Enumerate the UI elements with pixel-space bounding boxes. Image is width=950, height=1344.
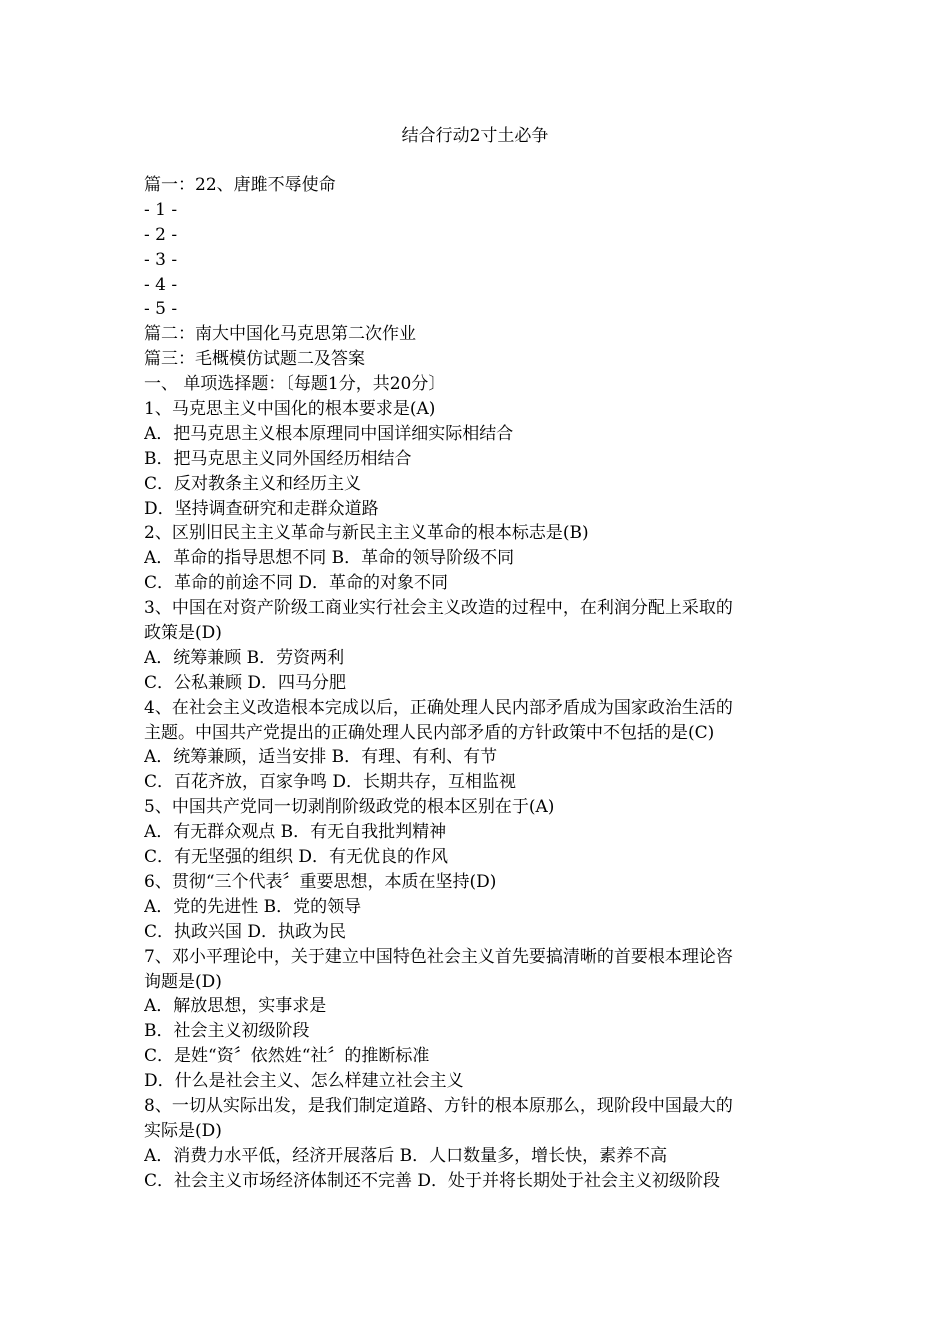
text-line: - 3 - [144, 249, 178, 270]
option-line: A．统筹兼顾 B．劳资两利 [144, 647, 345, 668]
option-line: C．公私兼顾 D．四马分肥 [144, 672, 347, 693]
option-line: A．党的先进性 B．党的领导 [144, 896, 362, 917]
document-title: 结合行动2寸土必争 [401, 126, 549, 146]
text-line: 篇一：22、唐雎不辱使命 [144, 175, 336, 195]
option-line: C．社会主义市场经济体制还不完善 D．处于并将长期处于社会主义初级阶段 [144, 1170, 721, 1191]
question-line: 3、中国在对资产阶级工商业实行社会主义改造的过程中，在利润分配上采取的 [144, 598, 733, 619]
option-line: C．是姓“资〞依然姓“社〞的推断标准 [144, 1046, 430, 1067]
question-line: 主题。中国共产党提出的正确处理人民内部矛盾的方针政策中不包括的是(C) [144, 722, 715, 743]
option-line: B．社会主义初级阶段 [144, 1021, 310, 1042]
text-line: - 1 - [144, 199, 178, 220]
option-line: C．有无坚强的组织 D．有无优良的作风 [144, 847, 449, 868]
option-line: A．有无群众观点 B．有无自我批判精神 [144, 822, 447, 843]
question-line: 6、贯彻“三个代表〞重要思想，本质在坚持(D) [144, 871, 497, 892]
section-heading: 一、 单项选择题：〔每题1分，共20分〕 [144, 374, 446, 395]
question-line: 政策是(D) [144, 623, 222, 644]
text-line: - 5 - [144, 299, 178, 320]
text-line: - 2 - [144, 224, 178, 245]
text-line: 篇二：南大中国化马克思第二次作业 [144, 324, 416, 345]
question-line: 1、马克思主义中国化的根本要求是(A) [144, 399, 436, 420]
text-line: - 4 - [144, 274, 178, 295]
option-line: D．坚持调查研究和走群众道路 [144, 498, 379, 519]
option-line: A．统筹兼顾，适当安排 B．有理、有利、有节 [144, 747, 498, 768]
question-line: 4、在社会主义改造根本完成以后，正确处理人民内部矛盾成为国家政治生活的 [144, 697, 733, 718]
option-line: C．百花齐放，百家争鸣 D．长期共存，互相监视 [144, 772, 517, 793]
option-line: B．把马克思主义同外国经历相结合 [144, 448, 412, 469]
option-line: A．把马克思主义根本原理同中国详细实际相结合 [144, 423, 514, 444]
question-line: 8、一切从实际出发，是我们制定道路、方针的根本原那么，现阶段中国最大的 [144, 1095, 733, 1116]
text-line: 篇三：毛概模仿试题二及答案 [144, 349, 365, 370]
question-line: 实际是(D) [144, 1120, 222, 1141]
question-line: 询题是(D) [144, 971, 222, 992]
option-line: C．执政兴国 D．执政为民 [144, 921, 347, 942]
question-line: 5、中国共产党同一切剥削阶级政党的根本区别在于(A) [144, 797, 555, 818]
option-line: A．消费力水平低，经济开展落后 B．人口数量多，增长快，素养不高 [144, 1145, 668, 1166]
option-line: C．反对教条主义和经历主义 [144, 473, 362, 494]
question-line: 2、区别旧民主主义革命与新民主主义革命的根本标志是(B) [144, 523, 589, 544]
document-body [144, 173, 808, 1194]
option-line: A．革命的指导思想不同 B．革命的领导阶级不同 [144, 548, 515, 569]
question-line: 7、邓小平理论中，关于建立中国特色社会主义首先要搞清晰的首要根本理论咨 [144, 946, 733, 967]
option-line: D．什么是社会主义、怎么样建立社会主义 [144, 1071, 464, 1092]
option-line: C．革命的前途不同 D．革命的对象不同 [144, 573, 449, 594]
option-line: A．解放思想，实事求是 [144, 996, 327, 1017]
